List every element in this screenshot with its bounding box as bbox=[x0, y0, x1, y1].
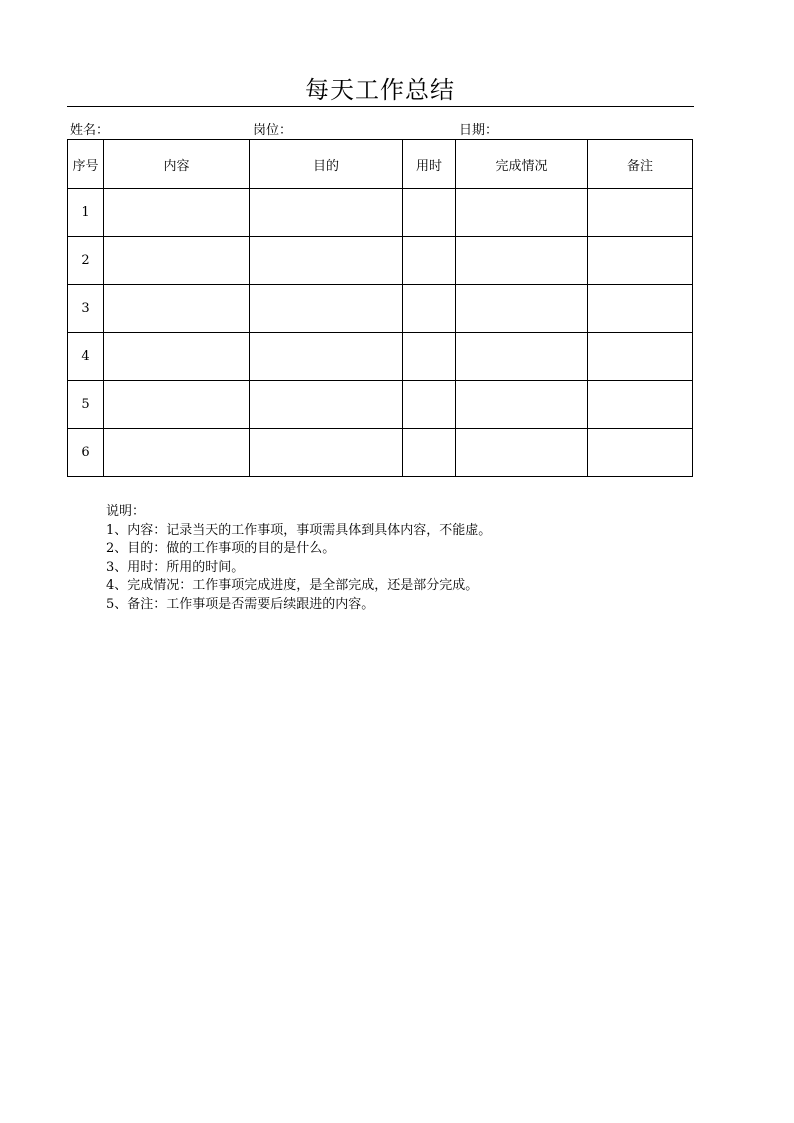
cell-remark[interactable] bbox=[588, 189, 693, 237]
note-item: 3、用时：所用的时间。 bbox=[106, 559, 245, 575]
notes-heading: 说明： bbox=[106, 504, 146, 519]
header-no: 序号 bbox=[68, 140, 104, 189]
header-content: 内容 bbox=[104, 140, 250, 189]
table-row bbox=[68, 237, 693, 285]
cell-status[interactable] bbox=[456, 237, 588, 285]
cell-status[interactable] bbox=[456, 429, 588, 477]
date-field-label: 日期： bbox=[459, 123, 499, 138]
cell-purpose[interactable] bbox=[250, 333, 403, 381]
notes-section bbox=[106, 503, 491, 614]
cell-remark[interactable] bbox=[588, 333, 693, 381]
cell-status[interactable] bbox=[456, 189, 588, 237]
cell-content[interactable] bbox=[104, 285, 250, 333]
table-header-row bbox=[68, 140, 693, 189]
work-summary-table bbox=[67, 139, 693, 477]
cell-time[interactable] bbox=[403, 429, 456, 477]
page-title: 每天工作总结 bbox=[305, 76, 455, 104]
cell-content[interactable] bbox=[104, 429, 250, 477]
table-row bbox=[68, 333, 693, 381]
cell-remark[interactable] bbox=[588, 237, 693, 285]
title-underline bbox=[67, 106, 694, 107]
note-item: 2、目的：做的工作事项的目的是什么。 bbox=[106, 541, 336, 556]
cell-content[interactable] bbox=[104, 333, 250, 381]
header-status: 完成情况 bbox=[456, 140, 588, 189]
cell-purpose[interactable] bbox=[250, 381, 403, 429]
cell-status[interactable] bbox=[456, 381, 588, 429]
cell-status[interactable] bbox=[456, 333, 588, 381]
note-item: 4、完成情况：工作事项完成进度，是全部完成，还是部分完成。 bbox=[106, 578, 479, 593]
cell-remark[interactable] bbox=[588, 429, 693, 477]
post-field-label: 岗位： bbox=[253, 123, 293, 138]
cell-content[interactable] bbox=[104, 189, 250, 237]
cell-remark[interactable] bbox=[588, 381, 693, 429]
header-remark: 备注 bbox=[588, 140, 693, 189]
cell-no: 6 bbox=[68, 429, 104, 477]
cell-no: 3 bbox=[68, 285, 104, 333]
cell-time[interactable] bbox=[403, 189, 456, 237]
table-row bbox=[68, 285, 693, 333]
header-purpose: 目的 bbox=[250, 140, 403, 189]
cell-time[interactable] bbox=[403, 285, 456, 333]
cell-no: 4 bbox=[68, 333, 104, 381]
table-row bbox=[68, 429, 693, 477]
name-field-label: 姓名： bbox=[70, 123, 110, 138]
cell-time[interactable] bbox=[403, 237, 456, 285]
cell-no: 5 bbox=[68, 381, 104, 429]
cell-purpose[interactable] bbox=[250, 189, 403, 237]
table-row bbox=[68, 189, 693, 237]
table-row bbox=[68, 381, 693, 429]
note-item: 1、内容：记录当天的工作事项，事项需具体到具体内容，不能虚。 bbox=[106, 522, 492, 538]
cell-no: 1 bbox=[68, 189, 104, 237]
cell-purpose[interactable] bbox=[250, 429, 403, 477]
cell-status[interactable] bbox=[456, 285, 588, 333]
cell-content[interactable] bbox=[104, 381, 250, 429]
cell-no: 2 bbox=[68, 237, 104, 285]
cell-purpose[interactable] bbox=[250, 285, 403, 333]
note-item: 5、备注：工作事项是否需要后续跟进的内容。 bbox=[106, 596, 375, 612]
cell-time[interactable] bbox=[403, 381, 456, 429]
cell-time[interactable] bbox=[403, 333, 456, 381]
cell-remark[interactable] bbox=[588, 285, 693, 333]
header-time: 用时 bbox=[403, 140, 456, 189]
cell-content[interactable] bbox=[104, 237, 250, 285]
cell-purpose[interactable] bbox=[250, 237, 403, 285]
